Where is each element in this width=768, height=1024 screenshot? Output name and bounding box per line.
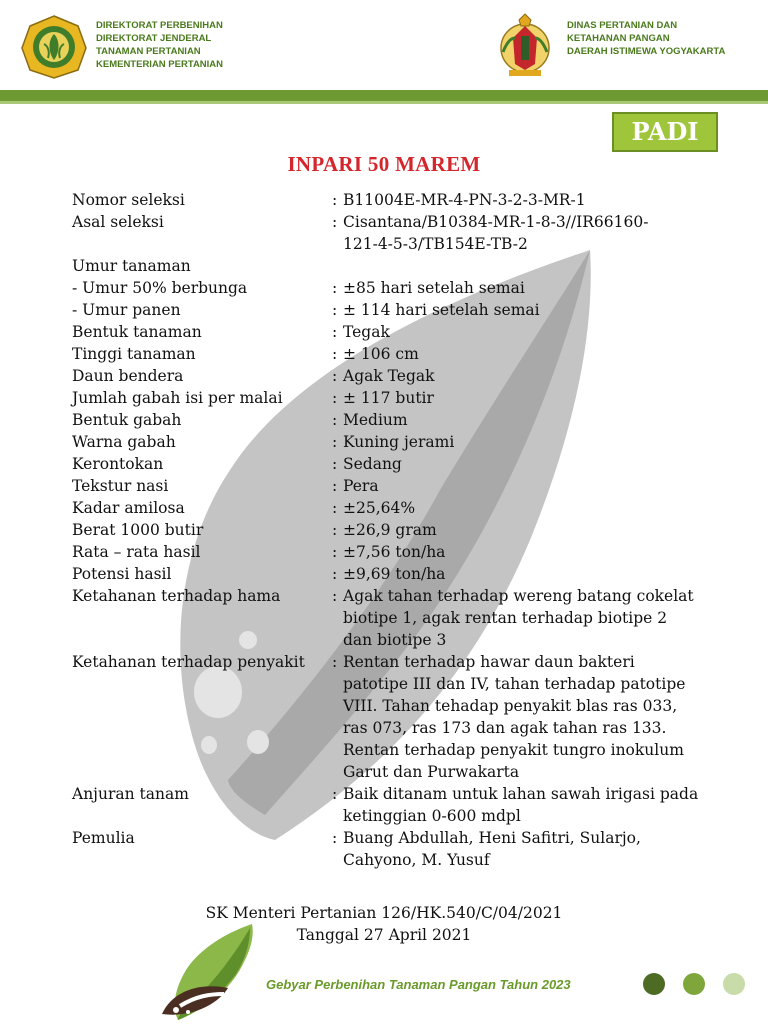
spec-value-cell	[332, 519, 712, 541]
spec-separator: :	[332, 433, 338, 451]
spec-value-cell	[332, 189, 712, 211]
spec-label: Rata – rata hasil	[72, 543, 201, 561]
spec-value-cell	[332, 255, 712, 277]
footer-dot	[683, 973, 705, 995]
spec-row	[72, 519, 712, 541]
spec-value: Medium	[343, 411, 408, 429]
spec-separator: :	[332, 565, 338, 583]
spec-label: Nomor seleksi	[72, 191, 185, 209]
spec-label: Warna gabah	[72, 433, 176, 451]
spec-value-cell	[332, 299, 712, 321]
spec-separator: :	[332, 213, 338, 231]
spec-value-cell	[332, 453, 712, 475]
spec-separator: :	[332, 653, 338, 671]
spec-value-cell	[332, 651, 712, 783]
spec-label: Anjuran tanam	[72, 785, 189, 803]
spec-row	[72, 497, 712, 519]
spec-separator: :	[332, 477, 338, 495]
spec-separator: :	[332, 367, 338, 385]
spec-label: Tekstur nasi	[72, 477, 169, 495]
spec-value: ±7,56 ton/ha	[343, 543, 446, 561]
spec-row	[72, 563, 712, 585]
spec-value: Baik ditanam untuk lahan sawah irigasi pada ketinggian 0-600 mdpl	[343, 785, 699, 825]
left-org-line: KEMENTERIAN PERTANIAN	[96, 59, 224, 70]
spec-separator: :	[332, 829, 338, 847]
spec-value-cell	[332, 563, 712, 585]
spec-separator: :	[332, 785, 338, 803]
left-org-line: TANAMAN PERTANIAN	[96, 46, 201, 57]
spec-label: Berat 1000 butir	[72, 521, 204, 539]
spec-value-cell	[332, 497, 712, 519]
spec-label: Umur tanaman	[72, 257, 191, 275]
spec-value: B11004E-MR-4-PN-3-2-3-MR-1	[343, 191, 586, 209]
spec-separator: :	[332, 279, 338, 297]
decree-info	[0, 902, 768, 946]
spec-value-cell	[332, 475, 712, 497]
spec-value-cell	[332, 343, 712, 365]
spec-value-cell	[332, 321, 712, 343]
spec-value-cell	[332, 365, 712, 387]
spec-value: Sedang	[343, 455, 402, 473]
spec-separator: :	[332, 543, 338, 561]
spec-label: Daun bendera	[72, 367, 184, 385]
variety-title: INPARI 50 MAREM	[287, 152, 481, 176]
spec-value-cell	[332, 783, 712, 827]
spec-label: Bentuk gabah	[72, 411, 182, 429]
spec-value-cell	[332, 541, 712, 563]
left-org-line: DIREKTORAT JENDERAL	[96, 33, 212, 44]
spec-row	[72, 255, 712, 277]
spec-row	[72, 387, 712, 409]
spec-value: Agak tahan terhadap wereng batang cokelat biotipe 1, agak rentan terhadap biotipe 2 dan biotipe 3	[343, 587, 694, 649]
spec-label: - Umur 50% berbunga	[72, 279, 248, 297]
footer-dot	[723, 973, 745, 995]
spec-label: Tinggi tanaman	[72, 345, 196, 363]
spec-value: ± 106 cm	[343, 345, 419, 363]
spec-value: Tegak	[343, 323, 390, 341]
right-org-line: KETAHANAN PANGAN	[567, 33, 670, 44]
spec-separator: :	[332, 411, 338, 429]
category-badge: PADI	[612, 112, 718, 152]
spec-row	[72, 827, 712, 871]
decree-date: Tanggal 27 April 2021	[296, 926, 472, 944]
spec-value: ±9,69 ton/ha	[343, 565, 446, 583]
spec-label: Bentuk tanaman	[72, 323, 202, 341]
decree-number: SK Menteri Pertanian 126/HK.540/C/04/2021	[205, 904, 563, 922]
spec-row	[72, 431, 712, 453]
spec-table	[72, 189, 712, 871]
spec-value-cell	[332, 211, 712, 255]
spec-value: Agak Tegak	[343, 367, 435, 385]
spec-label: Asal seleksi	[72, 213, 164, 231]
spec-value-cell	[332, 387, 712, 409]
spec-row	[72, 453, 712, 475]
spec-value: Pera	[343, 477, 379, 495]
spec-row	[72, 189, 712, 211]
spec-row	[72, 343, 712, 365]
spec-value-cell	[332, 409, 712, 431]
spec-label: - Umur panen	[72, 301, 181, 319]
spec-label: Pemulia	[72, 829, 135, 847]
spec-value: Rentan terhadap hawar daun bakteri patotipe III dan IV, tahan terhadap patotipe VIII. Tahan tehadap penyakit blas ras 033, ras 073, ras 173 dan agak tahan ras 133. Rentan terhadap penyakit tungro inokulum Garut dan Purwakarta	[343, 653, 686, 781]
spec-separator: :	[332, 521, 338, 539]
left-org-line: DIREKTORAT PERBENIHAN	[96, 20, 223, 31]
spec-separator: :	[332, 587, 338, 605]
spec-label: Kerontokan	[72, 455, 164, 473]
spec-value: ±85 hari setelah semai	[343, 279, 525, 297]
spec-label: Ketahanan terhadap hama	[72, 587, 281, 605]
yogyakarta-emblem	[497, 12, 553, 80]
spec-value: Buang Abdullah, Heni Safitri, Sularjo, Cahyono, M. Yusuf	[343, 829, 641, 869]
spec-label: Ketahanan terhadap penyakit	[72, 653, 305, 671]
spec-row	[72, 211, 712, 255]
spec-separator: :	[332, 345, 338, 363]
spec-row	[72, 585, 712, 651]
right-org-line: DAERAH ISTIMEWA YOGYAKARTA	[567, 46, 726, 57]
spec-value-cell	[332, 277, 712, 299]
spec-separator: :	[332, 301, 338, 319]
spec-value-cell	[332, 827, 712, 871]
spec-row	[72, 277, 712, 299]
spec-row	[72, 365, 712, 387]
footer-event-title: Gebyar Perbenihan Tanaman Pangan Tahun 2023	[266, 977, 571, 992]
spec-label: Jumlah gabah isi per malai	[72, 389, 283, 407]
left-org-name	[96, 19, 223, 71]
spec-separator: :	[332, 455, 338, 473]
leaf-logo-icon	[158, 918, 258, 1022]
footer-dot	[643, 973, 665, 995]
spec-separator: :	[332, 389, 338, 407]
header-band-accent	[0, 101, 768, 104]
spec-row	[72, 299, 712, 321]
kementerian-pertanian-emblem	[20, 14, 88, 80]
spec-value: ±25,64%	[343, 499, 416, 517]
spec-row	[72, 321, 712, 343]
spec-value: Kuning jerami	[343, 433, 455, 451]
spec-separator: :	[332, 191, 338, 209]
spec-separator: :	[332, 499, 338, 517]
right-org-line: DINAS PERTANIAN DAN	[567, 20, 678, 31]
spec-label: Potensi hasil	[72, 565, 172, 583]
header-band	[0, 90, 768, 101]
spec-row	[72, 651, 712, 783]
right-org-name	[567, 19, 725, 58]
spec-label: Kadar amilosa	[72, 499, 185, 517]
spec-value: Cisantana/B10384-MR-1-8-3//IR66160- 121-4-5-3/TB154E-TB-2	[343, 213, 649, 253]
spec-separator: :	[332, 323, 338, 341]
spec-row	[72, 541, 712, 563]
spec-row	[72, 475, 712, 497]
spec-row	[72, 409, 712, 431]
spec-value: ± 117 butir	[343, 389, 434, 407]
spec-value: ±26,9 gram	[343, 521, 437, 539]
spec-value-cell	[332, 431, 712, 453]
spec-value-cell	[332, 585, 712, 651]
spec-row	[72, 783, 712, 827]
spec-value: ± 114 hari setelah semai	[343, 301, 540, 319]
